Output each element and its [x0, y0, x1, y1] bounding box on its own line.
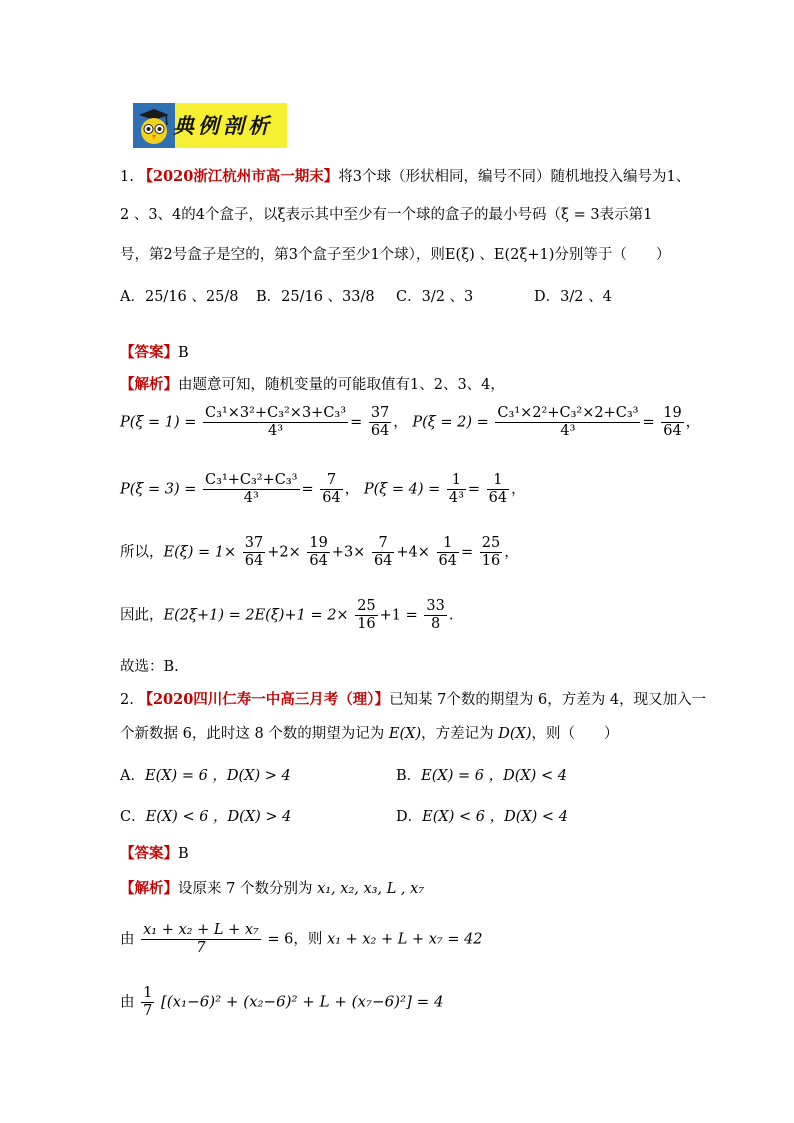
option-text: 25/16 、33/8	[281, 289, 375, 305]
q1-option-c[interactable]	[396, 285, 473, 306]
step2-num: 1	[143, 985, 153, 1001]
option-label: B．	[396, 768, 422, 784]
q1-option-a[interactable]	[120, 285, 238, 306]
analysis-vars: x₁, x₂, x₃, L , x₇	[317, 881, 425, 897]
step1-mid: = 6，则	[267, 931, 323, 948]
e-term-2: $\frac{19}{64}$	[309, 535, 328, 569]
q1-stem-line1: 将3个球（形状相同，编号不同）随机地投入编号为1、	[338, 169, 691, 185]
option-text: E(X) < 6 ，D(X) > 4	[145, 809, 292, 825]
e-lhs: E(ξ) = 1×	[163, 544, 237, 561]
e-term-4: $\frac{1}{64}$	[438, 535, 457, 569]
answer-tag: 【答案】	[120, 845, 178, 862]
q2-step2	[120, 985, 444, 1020]
prob-line-2: P(ξ = 3) = $\frac{\text{C₃¹+C₃²+C₃³}}{\text{4³}}$ = $\frac{7}{64}$ ， P(ξ = 4) = $\frac{1}{\text{4³}}$ = $\frac{1}{64}$ ，	[120, 472, 526, 506]
p2-fraction	[495, 405, 640, 440]
step2-fraction	[141, 985, 154, 1020]
analysis-text: 设原来 7 个数分别为	[178, 881, 313, 897]
p1-res-den: 64	[370, 423, 390, 439]
e-term-3: $\frac{7}{64}$	[373, 535, 393, 569]
expectation2-line: 因此，E(2ξ+1) = 2E(ξ)+1 = 2× $\frac{25}{16}$ +1 = $\frac{33}{8}$ .	[120, 598, 454, 632]
p1-num: C₃¹×3²+C₃²×3+C₃³	[205, 405, 347, 421]
answer-value: B	[178, 846, 189, 862]
q1-analysis-intro	[120, 373, 505, 394]
option-label: C．	[396, 289, 422, 305]
q1-stem-line3: 号，第2号盒子是空的，第3个盒子至少1个球），则E(ξ) 、E(2ξ+1)分别等于（ ）	[120, 247, 671, 263]
step1-prefix: 由	[120, 931, 135, 948]
p1-fraction	[203, 405, 348, 440]
option-label: A．	[120, 289, 145, 305]
p2-lhs: P(ξ = 2) =	[412, 414, 489, 431]
p4-den: 4³	[448, 490, 464, 506]
p3-lhs: P(ξ = 3) =	[120, 481, 197, 498]
step1-rhs: x₁ + x₂ + L + x₇ = 42	[327, 931, 483, 948]
p1-den: 4³	[268, 423, 284, 439]
q1-option-b[interactable]	[256, 285, 375, 306]
q1-number: 1.	[120, 169, 134, 185]
p3-res-den: 64	[322, 490, 341, 506]
q1-conclusion: 故选：B.	[120, 659, 179, 675]
option-text: 3/2 、3	[421, 289, 474, 305]
step2-prefix: 由	[120, 994, 135, 1011]
p2-res-den: 64	[663, 423, 682, 439]
so-prefix: 所以，	[120, 544, 164, 561]
expectation-line: 所以，E(ξ) = 1× $\frac{37}{64}$ +2× $\frac{19}{64}$ +3× $\frac{7}{64}$ +4× $\frac{1}{64}$ = $\frac{25}{16}$ ，	[120, 535, 519, 569]
q1-option-d[interactable]	[534, 285, 612, 306]
prob-line-1: P(ξ = 1) = $\frac{\text{C₃¹×3²+C₃²×3+C₃³}}{\text{4³}}$ = $\frac{37}{64}$ ， P(ξ = 2) = $\frac{\text{C₃¹×2²+C₃²×2+C₃³}}{\text{4³}}$ = $\frac{19}{64}$ ，	[120, 405, 701, 439]
p2-num: C₃¹×2²+C₃²×2+C₃³	[497, 405, 639, 421]
q2-option-b[interactable]	[396, 764, 567, 785]
q1-stem-line2: 2 、3、4的4个盒子，以ξ表示其中至少有一个球的盒子的最小号码（ξ = 3表示第1	[120, 207, 653, 223]
banner-title: 典例剖析	[173, 114, 273, 138]
q2-dx: D(X)	[498, 726, 532, 742]
option-label: B．	[256, 289, 282, 305]
analysis-tag: 【解析】	[120, 880, 178, 897]
p2-result	[661, 405, 683, 440]
q2-option-c[interactable]	[120, 805, 291, 826]
answer-value: B	[178, 345, 189, 361]
p1-result	[369, 405, 391, 440]
q2-stem-line1: 已知某 7个数的期望为 6，方差为 4，现又加入一	[389, 692, 707, 708]
q2-number: 2.	[120, 692, 134, 708]
q2-line1	[120, 688, 706, 709]
p4-result	[487, 472, 509, 507]
p4-res-den: 64	[488, 490, 508, 506]
q2-stem-line2a: 个新数据 6，此时这 8 个数的期望为记为	[120, 726, 385, 742]
analysis-tag: 【解析】	[120, 376, 178, 393]
p4-lhs: P(ξ = 4) =	[363, 481, 441, 498]
q1-source-tag: 【2020浙江杭州市高一期末】	[138, 168, 339, 185]
p2-res-num: 19	[663, 405, 682, 421]
p1-res-num: 37	[370, 405, 390, 421]
option-label: A．	[120, 768, 145, 784]
q2-analysis-intro	[120, 877, 424, 898]
p3-fraction	[203, 472, 299, 507]
option-label: D．	[396, 809, 423, 825]
p3-num: C₃¹+C₃²+C₃³	[205, 472, 298, 488]
step1-num: x₁ + x₂ + L + x₇	[143, 922, 259, 938]
option-text: E(X) = 6 ，D(X) < 4	[421, 768, 567, 784]
q2-line2	[120, 722, 619, 743]
therefore-prefix: 因此，	[120, 607, 164, 624]
q2-stem-line2e: ，则（ ）	[531, 726, 619, 742]
e-result: $\frac{25}{16}$	[481, 535, 501, 569]
q1-line1	[120, 165, 690, 186]
option-text: E(X) = 6 ，D(X) > 4	[144, 768, 291, 784]
step1-den: 7	[196, 940, 206, 956]
q2-step1	[120, 922, 483, 957]
p3-result	[320, 472, 342, 507]
p2-den: 4³	[560, 423, 576, 439]
q2-ex: E(X)	[388, 726, 422, 742]
p4-num: 1	[447, 472, 466, 490]
q2-source-tag: 【2020四川仁寿一中高三月考（理）】	[138, 691, 390, 708]
step2-den: 7	[143, 1003, 153, 1019]
option-text: E(X) < 6 ，D(X) < 4	[422, 809, 568, 825]
step2-body: [(x₁−6)² + (x₂−6)² + L + (x₇−6)²] = 4	[160, 992, 444, 1011]
q2-option-d[interactable]	[396, 805, 568, 826]
analysis-text: 由题意可知，随机变量的可能取值有1、2、3、4，	[178, 377, 505, 393]
p3-res-num: 7	[320, 472, 342, 490]
q2-option-a[interactable]	[120, 764, 291, 785]
owl-mascot-icon	[133, 103, 175, 148]
answer-tag: 【答案】	[120, 344, 178, 361]
p4-fraction	[447, 472, 466, 507]
p3-den: 4³	[243, 490, 259, 506]
option-label: D．	[534, 289, 561, 305]
option-text: 25/16 、25/8	[144, 289, 239, 305]
section-banner	[133, 103, 287, 148]
e2-lhs: E(2ξ+1) = 2E(ξ)+1 = 2×	[163, 607, 349, 624]
q2-answer	[120, 842, 189, 863]
p4-res-num: 1	[487, 472, 509, 490]
q2-stem-line2c: ，方差记为	[421, 726, 494, 742]
q1-answer	[120, 341, 189, 362]
e-term-1: $\frac{37}{64}$	[244, 535, 264, 569]
option-text: 3/2 、4	[560, 289, 612, 305]
e2-mid: $\frac{25}{16}$	[357, 598, 376, 632]
option-label: C．	[120, 809, 146, 825]
e2-result: $\frac{33}{8}$	[426, 598, 445, 632]
step1-fraction	[141, 922, 261, 957]
p1-lhs: P(ξ = 1) =	[120, 414, 197, 431]
